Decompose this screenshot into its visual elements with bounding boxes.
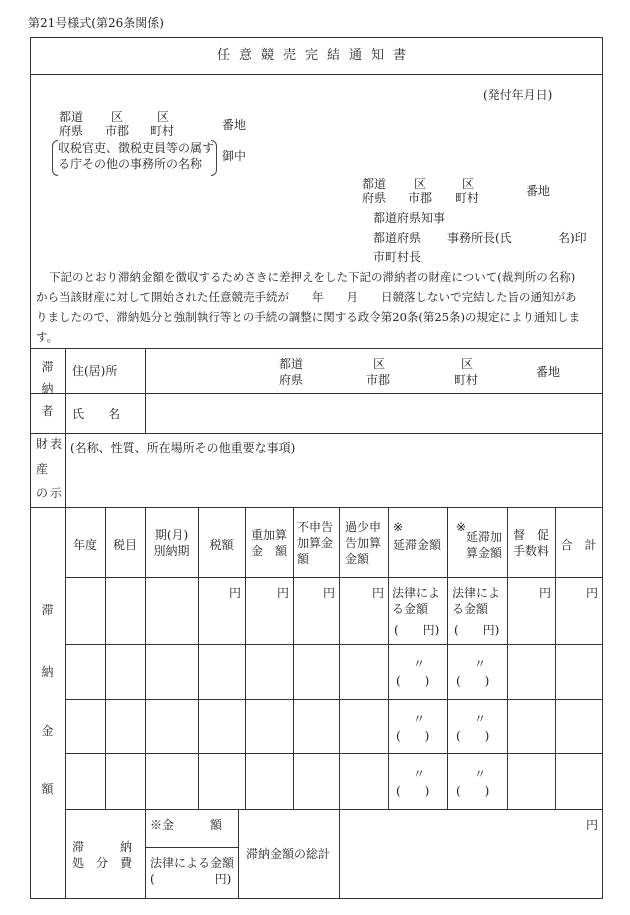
delay-add-legal-2: る金額 (452, 602, 489, 616)
grand-total-label: 滞納金額の総計 (246, 847, 331, 861)
frame-bottom (30, 898, 602, 899)
addressee-ku-2: 区 (157, 110, 170, 124)
issue-date: (発付年月日) (483, 88, 553, 102)
notice-divider (30, 348, 602, 349)
header-total: 合 計 (560, 538, 597, 552)
addressee-town: 町村 (150, 124, 175, 138)
sender-office-prefix: 都道府県 (373, 231, 422, 245)
grand-total-yen: 円 (586, 818, 599, 832)
ditto-delay-row-3: 〃 (413, 712, 426, 726)
amount-label-3: 金 (41, 724, 54, 738)
header-delay: 延滞金額 (393, 538, 442, 552)
addressee-city: 市郡 (105, 124, 130, 138)
sender-ku-1: 区 (414, 177, 427, 191)
delay-add-legal-1: 法律によ (452, 586, 501, 600)
header-year: 年度 (72, 538, 97, 552)
taxpayer-banchi: 番地 (536, 365, 561, 379)
amount-label-2: 納 (41, 665, 54, 679)
yen-total: 円 (585, 586, 598, 600)
header-delay-add-2: 算金額 (466, 546, 503, 560)
disposal-legal-amount: 法律による金額 (150, 856, 235, 870)
header-heavy-2: 金 額 (250, 544, 287, 558)
delay-legal-2: る金額 (392, 602, 429, 616)
amount-label-1: 滞 (41, 603, 54, 617)
header-delay-add-mark: ※ (456, 520, 467, 534)
taxpayer-pref-2: 府県 (279, 373, 304, 387)
header-nonfile-3: 額 (297, 552, 310, 566)
sender-governor: 都道府県知事 (373, 211, 446, 225)
taxpayer-pref-1: 都道 (279, 357, 304, 371)
ditto-paren-delay-add-row-2: ( ) (456, 674, 490, 688)
yen-dunning: 円 (538, 586, 551, 600)
yen-tax: 円 (228, 586, 241, 600)
disposal-label-1: 滞 納 (72, 840, 133, 854)
delay-add-legal-paren: ( 円) (454, 623, 500, 637)
taxpayer-divider (30, 433, 602, 434)
yen-under: 円 (371, 586, 384, 600)
sender-ku-2: 区 (462, 177, 475, 191)
ditto-delay-add-row-3: 〃 (474, 712, 487, 726)
addressee-office-line-1: 収税官吏、徴税吏員等の属す (58, 141, 215, 155)
sender-mayor: 市町村長 (373, 250, 422, 264)
header-delay-mark: ※ (393, 520, 404, 534)
addressee-pref-1: 都道 (59, 110, 84, 124)
sender-city: 市郡 (408, 191, 433, 205)
property-note: (名称、性質、所在場所その他重要な事項) (70, 441, 296, 455)
col-line-2 (145, 507, 146, 899)
ditto-paren-delay-row-2: ( ) (396, 674, 430, 688)
header-period-2: 別納期 (153, 544, 190, 558)
section-label-column-line (65, 348, 66, 899)
body-line-2: から当該財産に対して開始された任意競売手続が 年 月 日競落しないで完結した旨の通知があ (36, 290, 577, 304)
addressee-ku-1: 区 (111, 110, 124, 124)
body-line-4: す。 (36, 330, 59, 344)
ditto-delay-row-4: 〃 (413, 767, 426, 781)
col-line-7 (388, 507, 389, 809)
addressee-banchi: 番地 (222, 118, 247, 132)
addressee-pref-2: 府県 (59, 124, 84, 138)
sender-banchi: 番地 (526, 184, 551, 198)
taxpayer-label-1: 滞 (41, 360, 54, 374)
property-label-3: 産 (36, 462, 49, 476)
taxpayer-ku-1: 区 (373, 357, 386, 371)
disposal-col-line (238, 809, 239, 899)
sender-pref-2: 府県 (362, 191, 387, 205)
sender-pref-1: 都道 (362, 177, 387, 191)
ditto-paren-delay-row-4: ( ) (396, 784, 430, 798)
col-line-6 (339, 507, 340, 899)
body-line-3: りましたので、滞納処分と強制執行等との手続の調整に関する政令第20条(第25条)の規定により通知しま (36, 310, 581, 324)
header-delay-add-1: 延滞加 (466, 530, 503, 544)
header-under-1: 過少申 (345, 520, 382, 534)
taxpayer-name-label: 氏 名 (72, 407, 121, 421)
ditto-delay-add-row-4: 〃 (474, 767, 487, 781)
taxpayer-label-2: 納 (41, 382, 54, 396)
disposal-label-2: 処 分 費 (72, 856, 133, 870)
disposal-inner-divider (145, 847, 238, 848)
delay-legal-paren: ( 円) (394, 623, 440, 637)
addressee-onchu: 御中 (222, 149, 247, 163)
header-dunning-2: 手数料 (512, 544, 549, 558)
header-nonfile-2: 加算金 (297, 536, 334, 550)
header-period-1: 期(月) (154, 528, 189, 542)
ditto-delay-row-2: 〃 (413, 657, 426, 671)
header-tax-item: 税目 (112, 538, 137, 552)
property-label-4: の (36, 486, 49, 500)
frame-right (602, 37, 603, 899)
taxpayer-address-label: 住(居)所 (72, 364, 118, 378)
delay-legal-1: 法律によ (392, 586, 441, 600)
taxpayer-field-line (145, 348, 146, 433)
property-label-2: 表 (50, 437, 63, 451)
header-under-3: 金額 (345, 552, 370, 566)
sender-town: 町村 (455, 191, 480, 205)
header-tax: 税額 (209, 538, 234, 552)
property-divider (30, 507, 602, 508)
taxpayer-city: 市郡 (366, 373, 391, 387)
yen-heavy: 円 (276, 586, 289, 600)
title-divider (30, 74, 602, 75)
ditto-paren-delay-add-row-4: ( ) (456, 784, 490, 798)
sender-name-seal: 名)印 (558, 231, 587, 245)
taxpayer-label-3: 者 (41, 404, 54, 418)
yen-nonfile: 円 (322, 586, 335, 600)
ditto-delay-add-row-2: 〃 (474, 657, 487, 671)
taxpayer-ku-2: 区 (461, 357, 474, 371)
body-line-1: 下記のとおり滞納金額を徴収するためさきに差押えをした下記の滞納者の財産について(裁判所の名称) (49, 270, 576, 284)
header-nonfile-1: 不申告 (297, 520, 334, 534)
disposal-kome-amount: ※金 額 (150, 818, 223, 832)
col-line-8 (447, 507, 448, 809)
header-under-2: 告加算 (345, 536, 382, 550)
property-label-5: 示 (50, 486, 63, 500)
ditto-paren-delay-row-3: ( ) (396, 729, 430, 743)
header-dunning-1: 督 促 (512, 528, 549, 542)
sender-office-head: 事務所長(氏 (447, 231, 512, 245)
form-number: 第21号様式(第26条関係) (28, 16, 164, 30)
taxpayer-town: 町村 (454, 373, 479, 387)
header-heavy-1: 重加算 (250, 528, 287, 542)
frame-top (30, 37, 602, 38)
property-label-1: 財 (36, 437, 49, 451)
frame-left (30, 37, 31, 899)
ditto-paren-delay-add-row-3: ( ) (456, 729, 490, 743)
address-row-divider (30, 393, 602, 394)
document-title: 任意競売完結通知書 (216, 48, 415, 63)
col-line-5 (293, 507, 294, 809)
disposal-legal-paren: ( 円) (150, 872, 232, 886)
amount-label-4: 額 (41, 782, 54, 796)
addressee-office-line-2: る庁その他の事務所の名称 (58, 157, 203, 171)
